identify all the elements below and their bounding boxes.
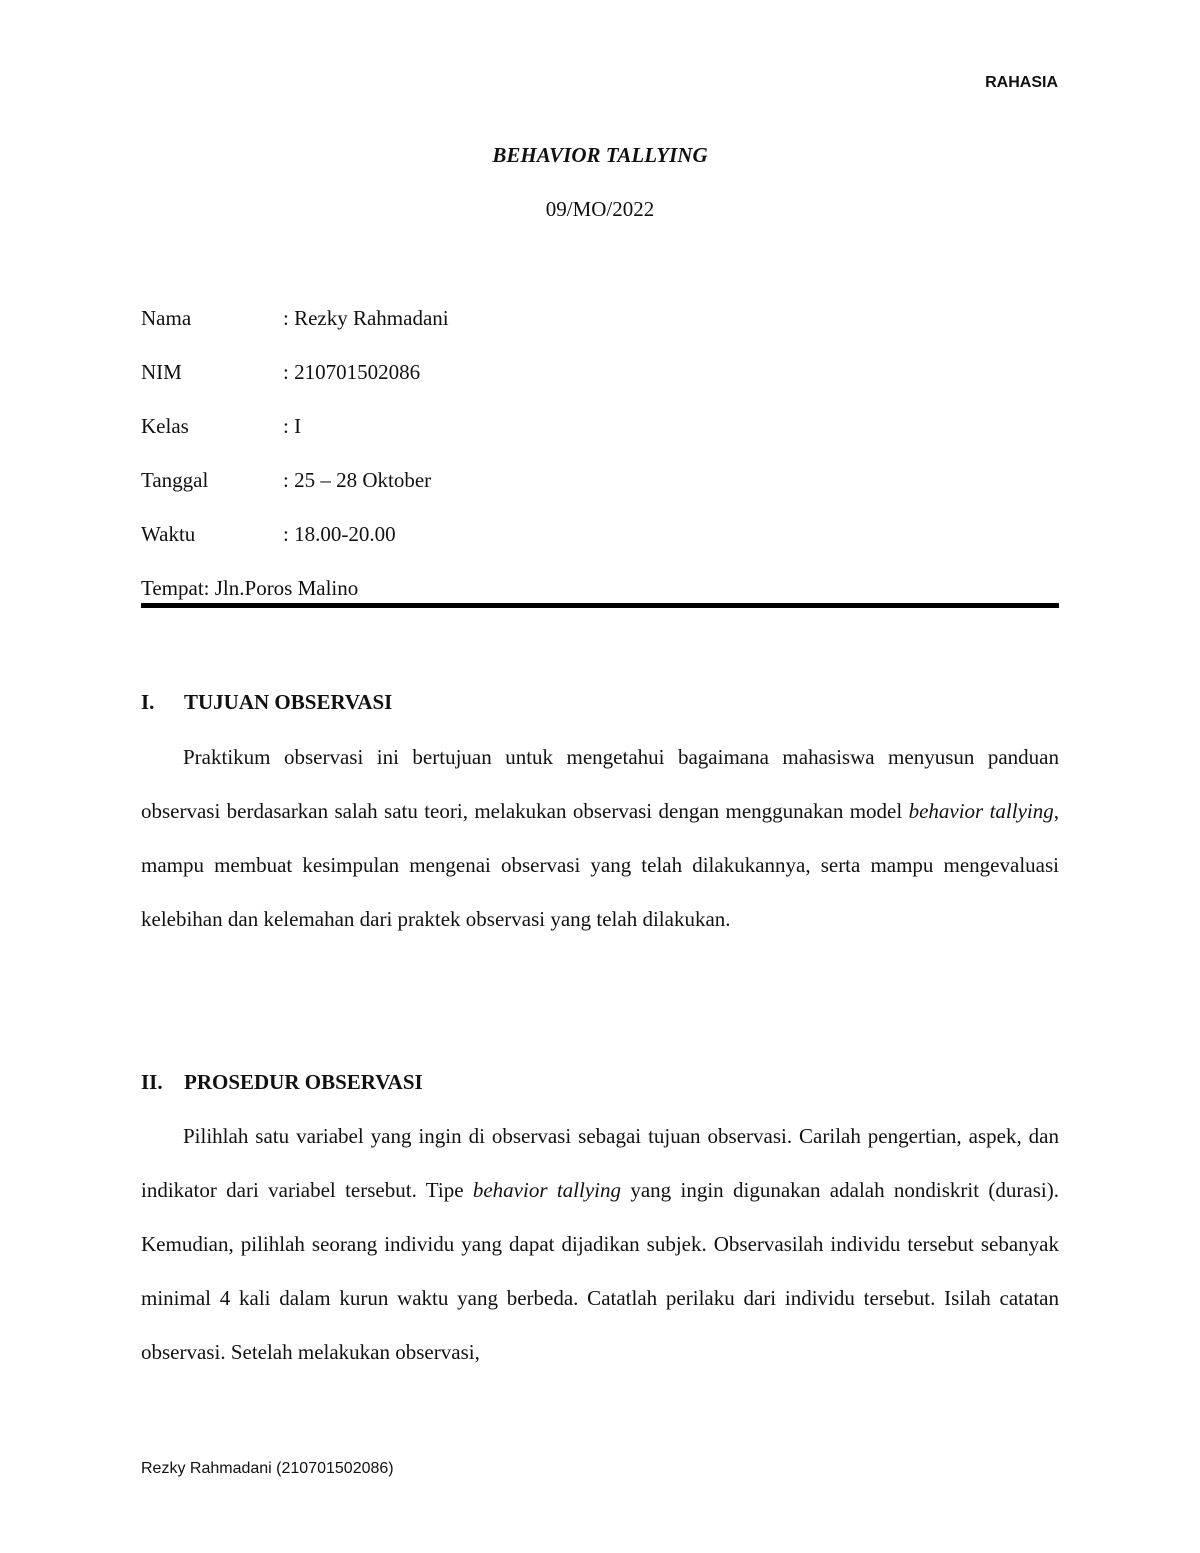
nim-value: : 210701502086 <box>283 360 421 384</box>
time-value: : 18.00-20.00 <box>283 522 396 546</box>
date-value: : 25 – 28 Oktober <box>283 468 432 492</box>
name-label: Nama <box>141 306 192 330</box>
horizontal-rule <box>141 603 1059 608</box>
document-title: BEHAVIOR TALLYING <box>492 143 708 167</box>
time-label: Waktu <box>141 522 196 546</box>
paragraph-text: Praktikum observasi ini bertujuan untuk mengetahui bagaimana mahasiswa menyusun panduan observasi berdasarkan salah satu teori, melakukan observasi dengan menggunakan model <box>141 745 1059 823</box>
paragraph-italic-term: behavior tallying <box>472 1178 621 1202</box>
page-footer: Rezky Rahmadani (210701502086) <box>141 1460 394 1477</box>
info-row-date <box>141 468 431 493</box>
section-heading-prosedur <box>141 1070 423 1095</box>
section-title: TUJUAN OBSERVASI <box>184 690 393 714</box>
section-title: PROSEDUR OBSERVASI <box>184 1070 423 1094</box>
class-value: : I <box>283 414 302 438</box>
section-number: I. <box>141 690 155 714</box>
place-line: Tempat: Jln.Poros Malino <box>141 576 359 600</box>
paragraph-text: yang ingin digunakan adalah nondiskrit (durasi). Kemudian, pilihlah seorang individu yang dapat dijadikan subjek. Observasilah individu tersebut sebanyak minimal 4 kali dalam kurun waktu yang berbeda. Catatlah perilaku dari individu tersebut. Isilah catatan observasi. Setelah melakukan observasi, <box>141 1178 1059 1364</box>
section-heading-tujuan <box>141 690 392 715</box>
paragraph-text: Pilihlah satu variabel yang ingin di observasi sebagai tujuan observasi. Carilah pengertian, aspek, dan indikator dari variabel tersebut. Tipe <box>141 1124 1059 1202</box>
info-row-nim <box>141 360 420 385</box>
class-label: Kelas <box>141 414 189 438</box>
date-label: Tanggal <box>141 468 209 492</box>
info-row-time <box>141 522 396 547</box>
paragraph-text: , mampu membuat kesimpulan mengenai observasi yang telah dilakukannya, serta mampu mengevaluasi kelebihan dan kelemahan dari praktek observasi yang telah dilakukan. <box>141 799 1059 931</box>
info-row-place <box>141 576 358 601</box>
paragraph-italic-term: behavior tallying <box>908 799 1054 823</box>
info-row-class <box>141 414 301 439</box>
nim-label: NIM <box>141 360 182 384</box>
classification-label: RAHASIA <box>985 74 1058 91</box>
info-row-name <box>141 306 449 331</box>
section-paragraph-prosedur <box>141 1109 1059 1379</box>
document-code: 09/MO/2022 <box>545 197 655 221</box>
section-number: II. <box>141 1070 163 1094</box>
section-paragraph-tujuan <box>141 730 1059 946</box>
name-value: : Rezky Rahmadani <box>283 306 449 330</box>
